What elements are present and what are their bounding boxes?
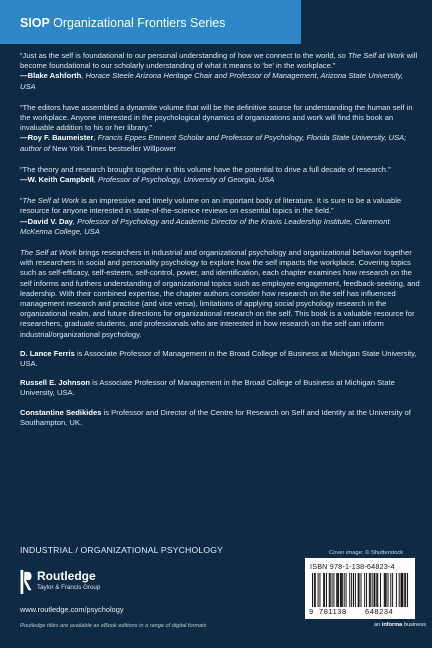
publisher-website: www.routledge.com/psychology xyxy=(20,605,124,614)
author-bio xyxy=(20,408,420,428)
barcode-bar xyxy=(401,573,402,607)
subject-category: INDUSTRIAL / ORGANIZATIONAL PSYCHOLOGY xyxy=(20,545,224,555)
endorser-note: New York Times bestseller Willpower xyxy=(52,143,177,153)
barcode-bar xyxy=(341,573,342,607)
barcode-bar xyxy=(376,573,377,607)
barcode-icon xyxy=(310,573,410,607)
barcode-bar xyxy=(399,573,400,607)
barcode-bar xyxy=(333,573,334,607)
barcode-bar xyxy=(369,573,370,607)
barcode-bar xyxy=(344,573,345,607)
endorsement-attribution xyxy=(20,71,420,91)
barcode-bar xyxy=(346,573,347,607)
series-title: Organizational Frontiers Series xyxy=(53,16,226,30)
barcode-bar xyxy=(388,573,389,607)
endorsement xyxy=(20,165,420,185)
barcode-bar xyxy=(337,573,338,607)
back-cover-content xyxy=(20,51,420,437)
endorsement-quote: “The theory and research brought together in this volume have the potential to drive a full decade of research.” xyxy=(20,164,391,174)
barcode-bar xyxy=(372,573,373,607)
author-bio xyxy=(20,378,420,398)
series-brand: SIOP xyxy=(20,16,50,30)
barcode-bar xyxy=(353,573,354,607)
endorsement-quote: “Just as the self is foundational to our personal understanding of how we connect to the world, so The Self at Work will become foundational to our scholarly understanding of what it means to ‘be’ in the workplace.” xyxy=(20,51,418,71)
endorsement xyxy=(20,51,420,92)
barcode-bar xyxy=(405,573,406,607)
barcode-bar xyxy=(314,573,315,607)
endorser-role: , Francis Eppes Eminent Scholar and Professor of Psychology, Florida State University, USA; author of xyxy=(20,133,407,153)
barcode-bar xyxy=(326,573,327,607)
barcode-digits-right: 648234 xyxy=(365,607,394,616)
endorser-role: , Professor of Psychology, University of Georgia, USA xyxy=(93,175,275,185)
barcode-bar xyxy=(351,573,352,607)
barcode-bar xyxy=(407,573,408,607)
barcode-bar xyxy=(364,573,365,607)
endorser-role: , Professor of Psychology and Academic Director of the Kravis Leadership Institute, Claremont McKenna College, USA xyxy=(20,216,390,236)
barcode-bar xyxy=(332,573,333,607)
barcode-bar xyxy=(385,573,386,607)
barcode-bar xyxy=(324,573,325,607)
endorser-name: —Blake Ashforth xyxy=(20,71,82,81)
endorsement xyxy=(20,103,420,154)
barcode-bar xyxy=(374,573,375,607)
author-name: D. Lance Ferris xyxy=(20,348,75,358)
endorsement xyxy=(20,196,420,237)
barcode-bar xyxy=(330,573,331,607)
barcode-bar xyxy=(402,573,403,607)
author-bios xyxy=(20,349,420,428)
barcode-bar xyxy=(374,573,375,607)
barcode-bar xyxy=(401,573,402,607)
barcode-bar xyxy=(384,573,385,607)
barcode-bar xyxy=(349,573,350,607)
barcode-bar xyxy=(392,573,393,607)
description-text: brings researchers in industrial and organizational psychology and organizational behavior together with researchers in social and personality psychology to explore how the self impacts the workplace. Covering topics such as self-efficacy, self-esteem, self-control, power, and identification, each chapter examines how research on the self informs and furthers understanding of organizational topics such as employee engagement, feedback-seeking, and leadership. With their combined expertise, the chapter authors consider how research on the self has influenced management research and practice (and vice versa), limitations of applying social psychology research in the organizational realm, and future directions for organizational research on the self. This book is a valuable resource for researchers, graduate students, and professionals who are interested in how research on the self can inform industrial/organizational psychology. xyxy=(20,248,420,339)
publisher-name: Routledge xyxy=(37,569,96,583)
endorsement-attribution xyxy=(20,175,420,185)
endorsement-quote: “The Self at Work is an impressive and timely volume on an important body of literature. It is sure to be a valuable resource for anyone interested in state-of-the-science reviews on essential topics in the field.” xyxy=(20,196,402,216)
author-bio xyxy=(20,349,420,369)
endorsements xyxy=(20,51,420,237)
barcode-digits-left: 781138 xyxy=(319,607,347,616)
barcode-digits xyxy=(310,607,410,616)
barcode-bar xyxy=(338,573,339,607)
barcode-bar xyxy=(366,573,367,607)
barcode-bar xyxy=(386,573,387,607)
barcode-bar xyxy=(404,573,405,607)
barcode-bar xyxy=(359,573,360,607)
cover-credit: Cover image: © Shutterstock xyxy=(329,550,404,556)
publisher-group: Taylor & Francis Group xyxy=(37,584,101,591)
barcode-bar xyxy=(342,573,343,607)
barcode-bar xyxy=(315,573,316,607)
endorser-name: —W. Keith Campbell xyxy=(20,175,94,185)
barcode-bar xyxy=(355,573,356,607)
routledge-logo-icon xyxy=(20,570,33,594)
informa-business: an informa business xyxy=(374,622,426,628)
author-bio-text: is Associate Professor of Management in the Broad College of Business at Michigan State University, USA. xyxy=(20,348,417,369)
author-name: Russell E. Johnson xyxy=(20,378,91,388)
barcode-bar xyxy=(360,573,361,607)
author-name: Constantine Sedikides xyxy=(20,407,102,417)
barcode-bar xyxy=(390,573,391,607)
barcode-digit-first: 9 xyxy=(309,607,314,616)
barcode-bar xyxy=(319,573,320,607)
book-description xyxy=(20,248,420,340)
barcode-bar xyxy=(396,573,397,607)
barcode-bar xyxy=(340,573,341,607)
isbn-barcode xyxy=(305,558,415,619)
barcode-bar xyxy=(312,573,313,607)
author-bio-text: is Associate Professor of Management in the Broad College of Business at Michigan State University, USA. xyxy=(20,378,395,398)
endorser-role: , Horace Steele Arizona Heritage Chair and Professor of Management, Arizona State University, USA xyxy=(20,71,404,91)
series-banner xyxy=(0,0,301,44)
barcode-bar xyxy=(370,573,371,607)
barcode-bar xyxy=(377,573,378,607)
description-title: The Self at Work xyxy=(20,248,77,258)
informa-brand: informa xyxy=(381,622,403,628)
barcode-bar xyxy=(336,573,337,607)
publisher-logo xyxy=(20,570,100,594)
endorsement-attribution xyxy=(20,217,420,237)
isbn-number: ISBN 978-1-138-64823-4 xyxy=(310,562,395,571)
endorsement-attribution xyxy=(20,133,420,153)
author-bio-text: is Professor and Director of the Centre for Research on Self and Identity at the University of Southampton, UK. xyxy=(20,407,411,427)
barcode-bar xyxy=(318,573,319,607)
ebook-note: Routledge titles are available as eBook editions in a range of digital formats xyxy=(20,623,207,629)
endorser-name: —David V. Day xyxy=(20,216,73,226)
barcode-bar xyxy=(380,573,381,607)
barcode-bar xyxy=(329,573,330,607)
barcode-bar xyxy=(358,573,359,607)
endorsement-quote: “The editors have assembled a dynamite volume that will be the definitive source for understanding the human self in the workplace. Anyone interested in the psychological dynamics of organizations and work will find this book an invaluable addition to his or her library.” xyxy=(20,102,413,133)
endorser-name: —Roy F. Baumeister xyxy=(20,133,94,143)
barcode-bar xyxy=(323,573,324,607)
